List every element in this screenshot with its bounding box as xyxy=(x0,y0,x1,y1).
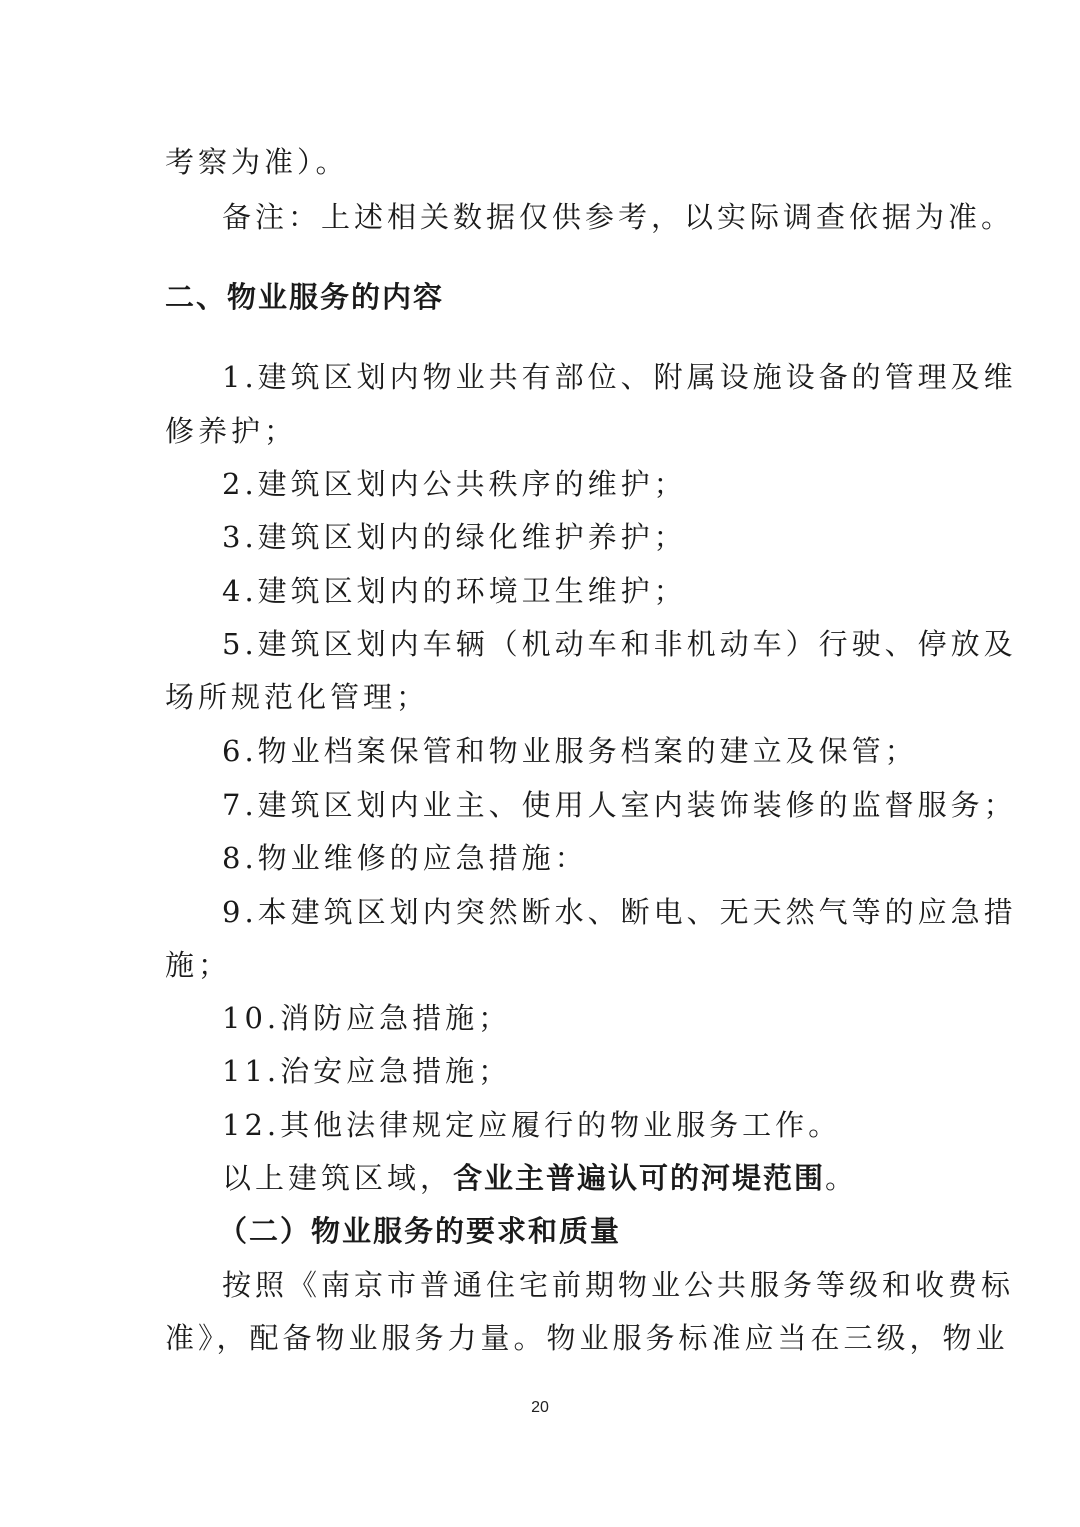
list-item: 3.建筑区划内的绿化维护养护； xyxy=(222,520,687,554)
list-item: 1.建筑区划内物业共有部位、附属设施设备的管理及维 xyxy=(222,360,1017,394)
list-item: 8.物业维修的应急措施： xyxy=(222,841,588,875)
list-item: 12.其他法律规定应履行的物业服务工作。 xyxy=(222,1108,842,1142)
remark-paragraph: 备注：上述相关数据仅供参考，以实际调查依据为准。 xyxy=(222,200,1015,234)
section-heading: 二、物业服务的内容 xyxy=(165,280,445,314)
scope-note-emphasis: 含业主普遍认可的河堤范围 xyxy=(453,1161,826,1195)
list-item-continuation: 修养护； xyxy=(165,414,298,448)
list-item: 2.建筑区划内公共秩序的维护； xyxy=(222,467,687,501)
list-item: 9.本建筑区划内突然断水、断电、无天然气等的应急措 xyxy=(222,895,1017,929)
paragraph-continuation: 准》，配备物业服务力量。物业服务标准应当在三级，物业 xyxy=(165,1321,1009,1355)
scope-note-end: 。 xyxy=(825,1161,859,1195)
list-item-continuation: 施； xyxy=(165,948,232,982)
page-number: 20 xyxy=(531,1399,549,1416)
list-item: 6.物业档案保管和物业服务档案的建立及保管； xyxy=(222,734,918,768)
list-item-continuation: 场所规范化管理； xyxy=(165,680,430,714)
scope-note-lead: 以上建筑区域， xyxy=(222,1161,454,1195)
list-item: 11.治安应急措施； xyxy=(222,1054,512,1088)
subsection-heading: （二）物业服务的要求和质量 xyxy=(218,1214,622,1248)
scope-note xyxy=(222,1158,982,1198)
paragraph-continuation: 考察为准）。 xyxy=(165,145,349,179)
list-item: 5.建筑区划内车辆（机动车和非机动车）行驶、停放及 xyxy=(222,627,1017,661)
list-item: 7.建筑区划内业主、使用人室内装饰装修的监督服务； xyxy=(222,788,1017,822)
list-item: 10.消防应急措施； xyxy=(222,1001,512,1035)
paragraph: 按照《南京市普通住宅前期物业公共服务等级和收费标 xyxy=(222,1268,1015,1302)
list-item: 4.建筑区划内的环境卫生维护； xyxy=(222,574,687,608)
